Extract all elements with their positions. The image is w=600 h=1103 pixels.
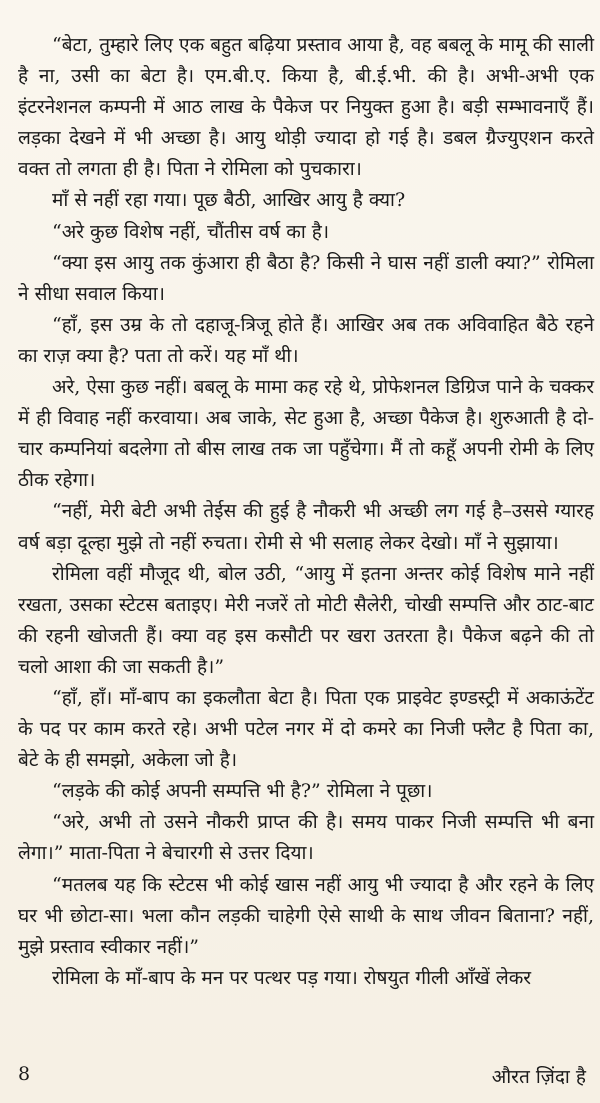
- paragraph-9: “हाँ, हाँ। माँ-बाप का इकलौता बेटा है। पिता एक प्राइवेट इण्डस्ट्री में अकाऊंटेंट के पद पर काम करते रहे। अभी पटेल नगर में दो कमरे का निजी फ्लैट है पिता का, बेटे के ही समझो, अकेला जो है।: [18, 686, 594, 772]
- paragraph-10: “लड़के की कोई अपनी सम्पत्ति भी है?” रोमिला ने पूछा।: [52, 780, 433, 803]
- paragraph-8: रोमिला वहीं मौजूद थी, बोल उठी, “आयु में इतना अन्तर कोई विशेष माने नहीं रखता, उसका स्टेटस बताइए। मेरी नजरें तो मोटी सैलेरी, चोखी सम्पत्ति और ठाट-बाट की रहनी खोजती हैं। क्या वह इस कसौटी पर खरा उतरता है। पैकेज बढ़ने की तो चलो आशा की जा सकती है।”: [18, 562, 594, 678]
- paragraph-2: माँ से नहीं रहा गया। पूछ बैठी, आखिर आयु है क्या?: [52, 189, 406, 212]
- paragraph-12: “मतलब यह कि स्टेटस भी कोई खास नहीं आयु भी ज्यादा है और रहने के लिए घर भी छोटा-सा। भला कौन लड़की चाहेगी ऐसे साथी के साथ जीवन बिताना? नहीं, मुझे प्रस्ताव स्वीकार नहीं।”: [18, 873, 594, 958]
- page-body-text: [18, 30, 594, 994]
- paragraph-11: “अरे, अभी तो उसने नौकरी प्राप्त की है। समय पाकर निजी सम्पत्ति भी बना लेगा।” माता-पिता ने बेचारगी से उत्तर दिया।: [18, 811, 594, 865]
- paragraph-13: रोमिला के माँ-बाप के मन पर पत्थर पड़ गया। रोषयुत गीली आँखें लेकर: [52, 966, 532, 989]
- paragraph-5: “हाँ, इस उम्र के तो दहाजू-त्रिजू होते हैं। आखिर अब तक अविवाहित बैठे रहने का राज़ क्या है? पता तो करें। यह माँ थी।: [18, 313, 594, 367]
- paragraph-7: “नहीं, मेरी बेटी अभी तेईस की हुई है नौकरी भी अच्छी लग गई है–उससे ग्यारह वर्ष बड़ा दूल्हा मुझे तो नहीं रुचता। रोमी से भी सलाह लेकर देखो। माँ ने सुझाया।: [18, 500, 594, 554]
- paragraph-1: “बेटा, तुम्हारे लिए एक बहुत बढ़िया प्रस्ताव आया है, वह बबलू के मामू की साली है ना, उसी का बेटा है। एम.बी.ए. किया है, बी.ई.भी. की है। अभी-अभी एक इंटरनेशनल कम्पनी में आठ लाख के पैकेज पर नियुक्त हुआ है। बड़ी सम्भावनाएँ हैं। लड़का देखने में भी अच्छा है। आयु थोड़ी ज्यादा हो गई है। डबल ग्रैज्युएशन करते वक्त तो लगता ही है। पिता ने रोमिला को पुचकारा।: [18, 34, 594, 181]
- running-title: औरत ज़िंदा है: [491, 1066, 586, 1088]
- paragraph-6: अरे, ऐसा कुछ नहीं। बबलू के मामा कह रहे थे, प्रोफेशनल डिग्रिज पाने के चक्कर में ही विवाह नहीं करवाया। अब जाके, सेट हुआ है, अच्छा पैकेज है। शुरुआती है दो-चार कम्पनियां बदलेगा तो बीस लाख तक जा पहुँचेगा। मैं तो कहूँ अपनी रोमी के लिए ठीक रहेगा।: [18, 376, 594, 492]
- page-number: 8: [18, 1063, 31, 1085]
- page-footer: [0, 1063, 600, 1091]
- paragraph-4: “क्या इस आयु तक कुंआरा ही बैठा है? किसी ने घास नहीं डाली क्या?” रोमिला ने सीधा सवाल किया।: [18, 251, 594, 305]
- paragraph-3: “अरे कुछ विशेष नहीं, चौंतीस वर्ष का है।: [52, 220, 330, 243]
